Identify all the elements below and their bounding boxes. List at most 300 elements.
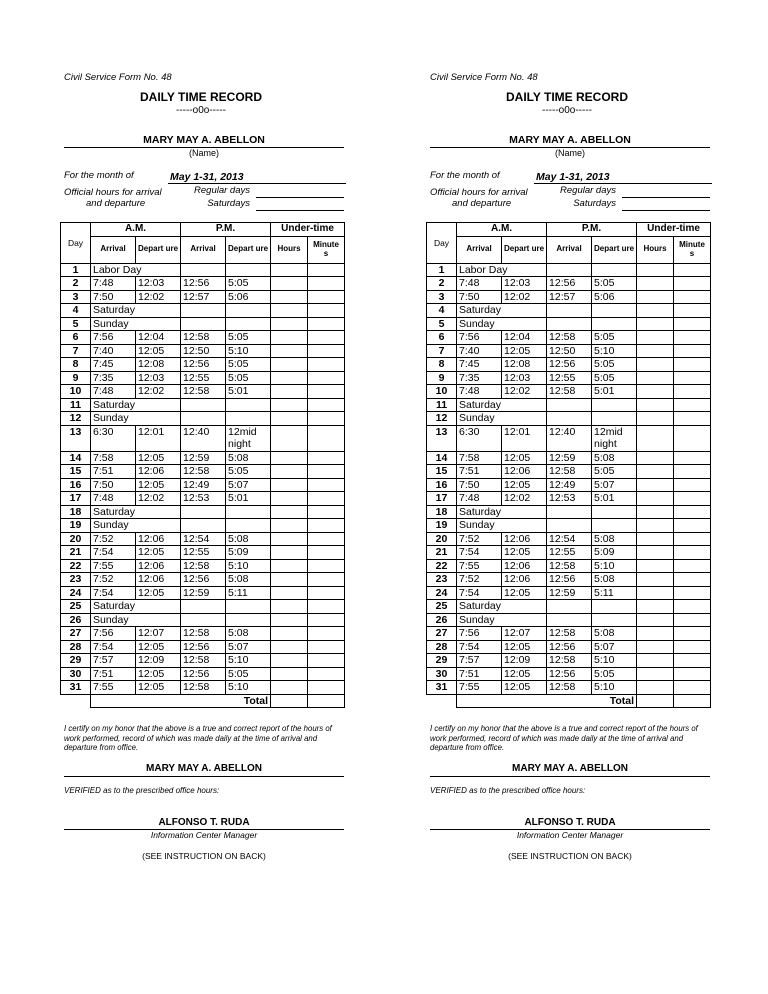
table-row bbox=[61, 304, 345, 318]
form-subtitle: -----o0o----- bbox=[176, 105, 226, 116]
pm-departure bbox=[592, 412, 637, 426]
undertime-minutes bbox=[674, 277, 711, 291]
am-arrival: 7:54 bbox=[457, 546, 502, 560]
name-label: (Name) bbox=[188, 148, 219, 158]
undertime-hours bbox=[637, 627, 674, 641]
header-am-departure: Depart ure bbox=[502, 236, 547, 263]
pm-departure: 5:06 bbox=[226, 290, 271, 304]
undertime-minutes bbox=[308, 290, 345, 304]
am-arrival: 7:56 bbox=[457, 627, 502, 641]
undertime-minutes bbox=[674, 371, 711, 385]
pm-departure: 5:05 bbox=[592, 277, 637, 291]
undertime-hours bbox=[637, 385, 674, 399]
pm-departure: 5:07 bbox=[226, 640, 271, 654]
undertime-hours bbox=[637, 331, 674, 345]
pm-departure bbox=[592, 398, 637, 412]
am-arrival: 7:40 bbox=[457, 344, 502, 358]
pm-departure: 5:05 bbox=[592, 331, 637, 345]
table-row bbox=[61, 519, 345, 533]
day-number: 6 bbox=[427, 331, 457, 345]
undertime-hours bbox=[637, 465, 674, 479]
am-arrival: 7:55 bbox=[457, 559, 502, 573]
day-number: 15 bbox=[427, 465, 457, 479]
am-departure: 12:05 bbox=[136, 586, 181, 600]
header-hours: Hours bbox=[271, 236, 308, 263]
am-arrival: 7:55 bbox=[91, 559, 136, 573]
pm-arrival bbox=[547, 398, 592, 412]
pm-arrival: 12:58 bbox=[547, 627, 592, 641]
form-title: DAILY TIME RECORD bbox=[139, 90, 262, 104]
am-arrival: 7:56 bbox=[457, 331, 502, 345]
pm-departure bbox=[226, 263, 271, 277]
header-am: A.M. bbox=[457, 223, 547, 237]
am-departure: 12:06 bbox=[136, 532, 181, 546]
pm-arrival: 12:53 bbox=[181, 492, 226, 506]
pm-arrival: 12:56 bbox=[547, 573, 592, 587]
am-arrival: 7:35 bbox=[91, 371, 136, 385]
am-arrival: 7:54 bbox=[91, 640, 136, 654]
pm-arrival: 12:58 bbox=[547, 385, 592, 399]
total-label: Total bbox=[91, 694, 271, 708]
pm-departure: 5:06 bbox=[592, 290, 637, 304]
table-row bbox=[427, 277, 711, 291]
am-arrival: 7:54 bbox=[91, 586, 136, 600]
table-row bbox=[61, 640, 345, 654]
day-number: 20 bbox=[427, 532, 457, 546]
undertime-minutes bbox=[308, 640, 345, 654]
pm-departure: 5:10 bbox=[592, 654, 637, 668]
am-departure: 12:02 bbox=[502, 385, 547, 399]
pm-arrival: 12:59 bbox=[181, 586, 226, 600]
pm-arrival bbox=[547, 519, 592, 533]
pm-departure: 5:05 bbox=[226, 277, 271, 291]
pm-arrival: 12:49 bbox=[181, 478, 226, 492]
pm-arrival: 12:58 bbox=[181, 654, 226, 668]
undertime-hours bbox=[637, 398, 674, 412]
undertime-minutes bbox=[308, 358, 345, 372]
day-note: Saturday bbox=[91, 398, 181, 412]
undertime-minutes bbox=[308, 627, 345, 641]
undertime-minutes bbox=[674, 385, 711, 399]
form-title: DAILY TIME RECORD bbox=[505, 90, 628, 104]
pm-departure: 5:05 bbox=[226, 331, 271, 345]
pm-departure: 5:05 bbox=[592, 465, 637, 479]
am-departure: 12:03 bbox=[502, 371, 547, 385]
header-pm: P.M. bbox=[181, 223, 271, 237]
time-record-table bbox=[60, 222, 345, 708]
undertime-hours bbox=[271, 559, 308, 573]
pm-arrival: 12:59 bbox=[181, 451, 226, 465]
pm-arrival: 12:40 bbox=[181, 425, 226, 451]
pm-arrival bbox=[181, 412, 226, 426]
am-arrival: 7:54 bbox=[457, 586, 502, 600]
undertime-hours bbox=[271, 344, 308, 358]
undertime-hours bbox=[637, 290, 674, 304]
day-number: 31 bbox=[61, 681, 91, 695]
form-number: Civil Service Form No. 48 bbox=[430, 72, 538, 83]
day-number: 28 bbox=[427, 640, 457, 654]
day-number: 1 bbox=[61, 263, 91, 277]
undertime-hours bbox=[637, 317, 674, 331]
day-note: Sunday bbox=[91, 613, 181, 627]
undertime-hours bbox=[637, 277, 674, 291]
pm-arrival: 12:58 bbox=[547, 559, 592, 573]
pm-departure bbox=[592, 519, 637, 533]
pm-departure bbox=[226, 304, 271, 318]
am-departure: 12:04 bbox=[502, 331, 547, 345]
pm-arrival: 12:58 bbox=[547, 465, 592, 479]
pm-departure: 5:05 bbox=[226, 465, 271, 479]
table-row bbox=[427, 667, 711, 681]
day-note: Sunday bbox=[91, 519, 181, 533]
saturdays-line bbox=[256, 210, 344, 211]
undertime-hours bbox=[271, 263, 308, 277]
day-number: 19 bbox=[61, 519, 91, 533]
pm-arrival bbox=[181, 304, 226, 318]
pm-departure: 5:08 bbox=[592, 627, 637, 641]
undertime-minutes bbox=[308, 371, 345, 385]
regular-days-label: Regular days bbox=[194, 185, 250, 196]
undertime-minutes bbox=[674, 358, 711, 372]
pm-departure: 5:10 bbox=[226, 344, 271, 358]
employee-name: MARY MAY A. ABELLON bbox=[64, 134, 344, 148]
pm-arrival: 12:54 bbox=[181, 532, 226, 546]
pm-departure: 12mid night bbox=[592, 425, 637, 451]
table-row bbox=[427, 412, 711, 426]
verifier-title: Information Center Manager bbox=[150, 830, 258, 840]
table-row bbox=[61, 344, 345, 358]
undertime-minutes bbox=[308, 654, 345, 668]
header-day: Day bbox=[61, 223, 91, 264]
table-row bbox=[61, 667, 345, 681]
pm-arrival: 12:56 bbox=[547, 358, 592, 372]
header-pm-departure: Depart ure bbox=[592, 236, 637, 263]
header-am-arrival: Arrival bbox=[91, 236, 136, 263]
undertime-minutes bbox=[308, 263, 345, 277]
pm-arrival bbox=[181, 519, 226, 533]
pm-arrival: 12:59 bbox=[547, 586, 592, 600]
am-departure: 12:09 bbox=[136, 654, 181, 668]
undertime-hours bbox=[637, 654, 674, 668]
pm-departure: 5:07 bbox=[592, 478, 637, 492]
undertime-hours bbox=[271, 505, 308, 519]
am-arrival: 7:48 bbox=[457, 385, 502, 399]
pm-departure: 5:05 bbox=[592, 371, 637, 385]
am-arrival: 7:48 bbox=[457, 492, 502, 506]
table-row bbox=[61, 371, 345, 385]
undertime-minutes bbox=[674, 627, 711, 641]
day-number: 2 bbox=[61, 277, 91, 291]
verifier-name: ALFONSO T. RUDA bbox=[430, 817, 710, 830]
table-row bbox=[61, 317, 345, 331]
pm-departure: 5:09 bbox=[226, 546, 271, 560]
am-departure: 12:02 bbox=[136, 385, 181, 399]
undertime-hours bbox=[271, 681, 308, 695]
day-number: 30 bbox=[61, 667, 91, 681]
pm-arrival bbox=[181, 263, 226, 277]
undertime-minutes bbox=[308, 412, 345, 426]
pm-departure: 5:08 bbox=[592, 532, 637, 546]
am-departure: 12:06 bbox=[502, 573, 547, 587]
table-row bbox=[427, 478, 711, 492]
undertime-minutes bbox=[674, 304, 711, 318]
am-departure: 12:05 bbox=[502, 478, 547, 492]
undertime-minutes bbox=[674, 344, 711, 358]
table-row bbox=[61, 546, 345, 560]
undertime-minutes bbox=[674, 519, 711, 533]
day-number: 6 bbox=[61, 331, 91, 345]
table-row bbox=[61, 573, 345, 587]
pm-arrival: 12:58 bbox=[547, 331, 592, 345]
table-row bbox=[61, 586, 345, 600]
day-number: 24 bbox=[427, 586, 457, 600]
undertime-minutes bbox=[674, 412, 711, 426]
day-number: 18 bbox=[427, 505, 457, 519]
day-number: 14 bbox=[61, 451, 91, 465]
header-pm: P.M. bbox=[547, 223, 637, 237]
table-row bbox=[61, 627, 345, 641]
undertime-hours bbox=[271, 290, 308, 304]
pm-arrival bbox=[547, 263, 592, 277]
undertime-minutes bbox=[674, 398, 711, 412]
am-departure: 12:05 bbox=[136, 546, 181, 560]
table-row bbox=[61, 385, 345, 399]
pm-arrival: 12:54 bbox=[547, 532, 592, 546]
undertime-minutes bbox=[308, 613, 345, 627]
pm-arrival: 12:58 bbox=[547, 681, 592, 695]
table-row bbox=[427, 586, 711, 600]
day-number: 18 bbox=[61, 505, 91, 519]
undertime-minutes bbox=[308, 546, 345, 560]
am-departure: 12:05 bbox=[502, 451, 547, 465]
table-row bbox=[427, 425, 711, 451]
table-row bbox=[427, 317, 711, 331]
table-row bbox=[61, 559, 345, 573]
table-row bbox=[61, 478, 345, 492]
table-row bbox=[427, 451, 711, 465]
undertime-hours bbox=[271, 613, 308, 627]
table-row bbox=[427, 559, 711, 573]
undertime-hours bbox=[637, 344, 674, 358]
pm-departure bbox=[226, 412, 271, 426]
day-note: Saturday bbox=[457, 304, 547, 318]
undertime-minutes bbox=[308, 519, 345, 533]
day-number: 7 bbox=[61, 344, 91, 358]
table-row bbox=[427, 331, 711, 345]
table-row bbox=[427, 681, 711, 695]
table-row bbox=[427, 290, 711, 304]
undertime-minutes bbox=[308, 586, 345, 600]
am-departure: 12:09 bbox=[502, 654, 547, 668]
regular-days-line bbox=[622, 197, 710, 198]
undertime-hours bbox=[637, 681, 674, 695]
pm-arrival: 12:56 bbox=[547, 667, 592, 681]
undertime-hours bbox=[637, 371, 674, 385]
day-number: 9 bbox=[427, 371, 457, 385]
day-number: 13 bbox=[61, 425, 91, 451]
am-arrival: 7:52 bbox=[91, 573, 136, 587]
pm-arrival: 12:58 bbox=[547, 654, 592, 668]
pm-departure bbox=[226, 519, 271, 533]
am-arrival: 7:50 bbox=[91, 290, 136, 304]
day-number: 10 bbox=[61, 385, 91, 399]
am-arrival: 7:35 bbox=[457, 371, 502, 385]
pm-arrival: 12:58 bbox=[181, 331, 226, 345]
undertime-hours bbox=[637, 586, 674, 600]
am-arrival: 7:50 bbox=[91, 478, 136, 492]
undertime-hours bbox=[637, 425, 674, 451]
day-number: 10 bbox=[427, 385, 457, 399]
pm-departure: 5:08 bbox=[592, 451, 637, 465]
am-arrival: 7:51 bbox=[91, 667, 136, 681]
pm-departure bbox=[226, 505, 271, 519]
day-number: 31 bbox=[427, 681, 457, 695]
undertime-hours bbox=[271, 317, 308, 331]
am-arrival: 7:54 bbox=[91, 546, 136, 560]
am-arrival: 7:50 bbox=[457, 290, 502, 304]
pm-arrival: 12:58 bbox=[181, 627, 226, 641]
am-arrival: 7:58 bbox=[457, 451, 502, 465]
total-row bbox=[427, 694, 711, 708]
table-row bbox=[427, 546, 711, 560]
am-arrival: 7:48 bbox=[457, 277, 502, 291]
am-arrival: 7:45 bbox=[91, 358, 136, 372]
total-minutes bbox=[674, 694, 711, 708]
undertime-hours bbox=[271, 371, 308, 385]
pm-departure: 12mid night bbox=[226, 425, 271, 451]
undertime-minutes bbox=[674, 573, 711, 587]
pm-departure: 5:01 bbox=[592, 492, 637, 506]
undertime-hours bbox=[271, 478, 308, 492]
day-number: 3 bbox=[427, 290, 457, 304]
month-label: For the month of bbox=[64, 170, 134, 181]
pm-departure: 5:05 bbox=[226, 667, 271, 681]
undertime-minutes bbox=[674, 492, 711, 506]
am-departure: 12:08 bbox=[502, 358, 547, 372]
pm-arrival bbox=[181, 600, 226, 614]
pm-departure bbox=[592, 304, 637, 318]
am-arrival: 7:57 bbox=[457, 654, 502, 668]
day-number: 22 bbox=[61, 559, 91, 573]
day-number: 2 bbox=[427, 277, 457, 291]
total-minutes bbox=[308, 694, 345, 708]
pm-departure: 5:01 bbox=[226, 385, 271, 399]
table-row bbox=[61, 681, 345, 695]
pm-departure: 5:10 bbox=[592, 681, 637, 695]
total-label: Total bbox=[457, 694, 637, 708]
undertime-minutes bbox=[308, 385, 345, 399]
pm-arrival bbox=[181, 613, 226, 627]
am-arrival: 7:57 bbox=[91, 654, 136, 668]
pm-arrival: 12:55 bbox=[547, 546, 592, 560]
official-hours-label-2: and departure bbox=[452, 198, 512, 209]
am-departure: 12:07 bbox=[136, 627, 181, 641]
pm-departure: 5:01 bbox=[226, 492, 271, 506]
table-row bbox=[61, 425, 345, 451]
day-note: Saturday bbox=[457, 398, 547, 412]
pm-arrival: 12:49 bbox=[547, 478, 592, 492]
am-arrival: 7:45 bbox=[457, 358, 502, 372]
undertime-hours bbox=[271, 331, 308, 345]
day-note: Sunday bbox=[457, 412, 547, 426]
pm-departure: 5:11 bbox=[226, 586, 271, 600]
pm-departure: 5:08 bbox=[592, 573, 637, 587]
am-arrival: 7:55 bbox=[91, 681, 136, 695]
day-number: 28 bbox=[61, 640, 91, 654]
regular-days-line bbox=[256, 197, 344, 198]
am-departure: 12:03 bbox=[136, 371, 181, 385]
total-hours bbox=[271, 694, 308, 708]
pm-arrival: 12:55 bbox=[547, 371, 592, 385]
pm-departure: 5:07 bbox=[226, 478, 271, 492]
day-note: Saturday bbox=[457, 505, 547, 519]
header-pm-arrival: Arrival bbox=[547, 236, 592, 263]
table-row bbox=[427, 573, 711, 587]
day-number: 23 bbox=[61, 573, 91, 587]
header-am-arrival: Arrival bbox=[457, 236, 502, 263]
undertime-hours bbox=[637, 573, 674, 587]
pm-departure: 5:07 bbox=[592, 640, 637, 654]
undertime-minutes bbox=[308, 492, 345, 506]
pm-arrival: 12:40 bbox=[547, 425, 592, 451]
header-hours: Hours bbox=[637, 236, 674, 263]
am-departure: 12:05 bbox=[502, 681, 547, 695]
day-note: Labor Day bbox=[91, 263, 181, 277]
pm-arrival: 12:56 bbox=[181, 573, 226, 587]
table-row bbox=[427, 613, 711, 627]
table-row bbox=[427, 385, 711, 399]
am-arrival: 7:52 bbox=[91, 532, 136, 546]
pm-departure bbox=[226, 398, 271, 412]
undertime-hours bbox=[637, 559, 674, 573]
am-departure: 12:02 bbox=[136, 492, 181, 506]
am-arrival: 7:58 bbox=[91, 451, 136, 465]
table-row bbox=[427, 492, 711, 506]
total-hours bbox=[637, 694, 674, 708]
pm-departure: 5:05 bbox=[226, 358, 271, 372]
pm-arrival: 12:55 bbox=[181, 546, 226, 560]
am-arrival: 7:48 bbox=[91, 277, 136, 291]
dtr-form-right bbox=[422, 0, 712, 994]
am-departure: 12:02 bbox=[502, 492, 547, 506]
undertime-hours bbox=[637, 613, 674, 627]
undertime-minutes bbox=[674, 681, 711, 695]
day-number: 11 bbox=[61, 398, 91, 412]
employee-signature-name: MARY MAY A. ABELLON bbox=[64, 763, 344, 777]
header-pm-departure: Depart ure bbox=[226, 236, 271, 263]
table-row bbox=[61, 451, 345, 465]
official-hours-label: Official hours for arrival bbox=[430, 187, 528, 198]
table-row bbox=[427, 654, 711, 668]
table-row bbox=[61, 412, 345, 426]
pm-departure: 5:10 bbox=[226, 654, 271, 668]
undertime-hours bbox=[637, 358, 674, 372]
table-row bbox=[61, 290, 345, 304]
undertime-hours bbox=[637, 451, 674, 465]
day-number: 25 bbox=[427, 600, 457, 614]
am-departure: 12:04 bbox=[136, 331, 181, 345]
am-departure: 12:06 bbox=[136, 465, 181, 479]
day-note: Sunday bbox=[457, 519, 547, 533]
header-undertime: Under-time bbox=[637, 223, 711, 237]
day-note: Sunday bbox=[91, 317, 181, 331]
undertime-minutes bbox=[674, 559, 711, 573]
month-value: May 1-31, 2013 bbox=[534, 171, 712, 184]
day-number: 12 bbox=[61, 412, 91, 426]
undertime-minutes bbox=[308, 398, 345, 412]
table-row bbox=[427, 519, 711, 533]
undertime-hours bbox=[271, 586, 308, 600]
